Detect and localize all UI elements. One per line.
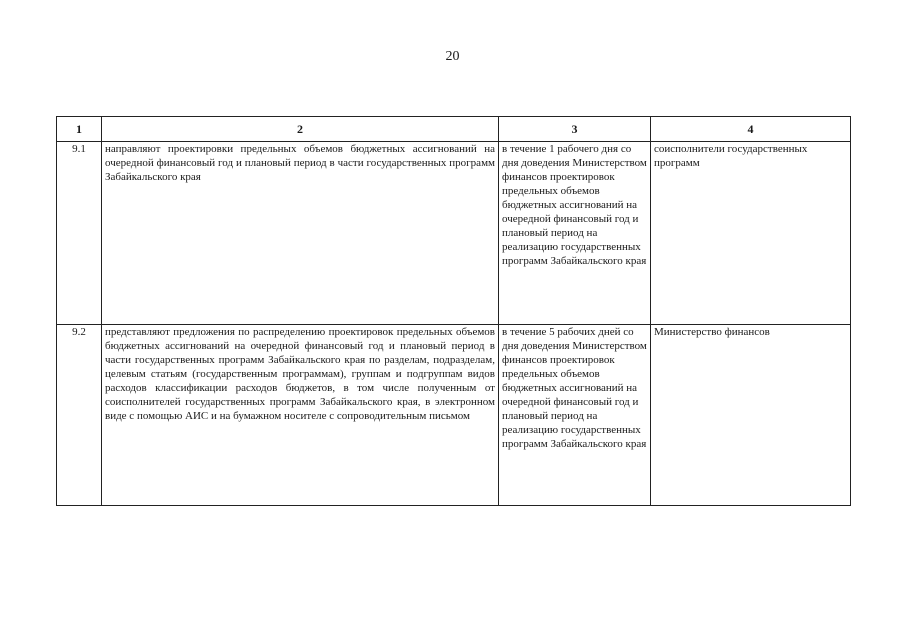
row-number: 9.1 <box>57 142 102 325</box>
column-header-1: 1 <box>57 117 102 142</box>
row-responsible: Министерство финансов <box>651 325 851 506</box>
row-responsible: соисполнители государственных программ <box>651 142 851 325</box>
column-header-2: 2 <box>102 117 499 142</box>
column-header-3: 3 <box>499 117 651 142</box>
procedure-table <box>56 116 851 506</box>
row-term: в течение 5 рабочих дней со дня доведения Министерством финансов проектировок предельных объемов бюджетных ассигнований на очередной финансовый год и плановый период на реализацию государственных программ Забайкальского края <box>499 325 651 506</box>
row-term: в течение 1 рабочего дня со дня доведения Министерством финансов проектировок предельных объемов бюджетных ассигнований на очередной финансовый год и плановый период на реализацию государственных программ Забайкальского края <box>499 142 651 325</box>
row-action: направляют проектировки предельных объемов бюджетных ассигнований на очередной финансовый год и плановый период в части государственных программ Забайкальского края <box>102 142 499 325</box>
column-header-4: 4 <box>651 117 851 142</box>
table-header-row <box>57 117 851 142</box>
row-action: представляют предложения по распределению проектировок предельных объемов бюджетных ассигнований на очередной финансовый год и плановый период в части государственных программ Забайкальского края по разделам, подразделам, целевым статьям (государственным программам), группам и подгруппам видов расходов классификации расходов бюджетов, в том числе полученным от соисполнителей государственных программ Забайкальского края, в электронном виде с помощью АИС и на бумажном носителе с сопроводительным письмом <box>102 325 499 506</box>
page-number: 20 <box>445 49 460 64</box>
table-row <box>57 142 851 325</box>
row-number: 9.2 <box>57 325 102 506</box>
table-row <box>57 325 851 506</box>
